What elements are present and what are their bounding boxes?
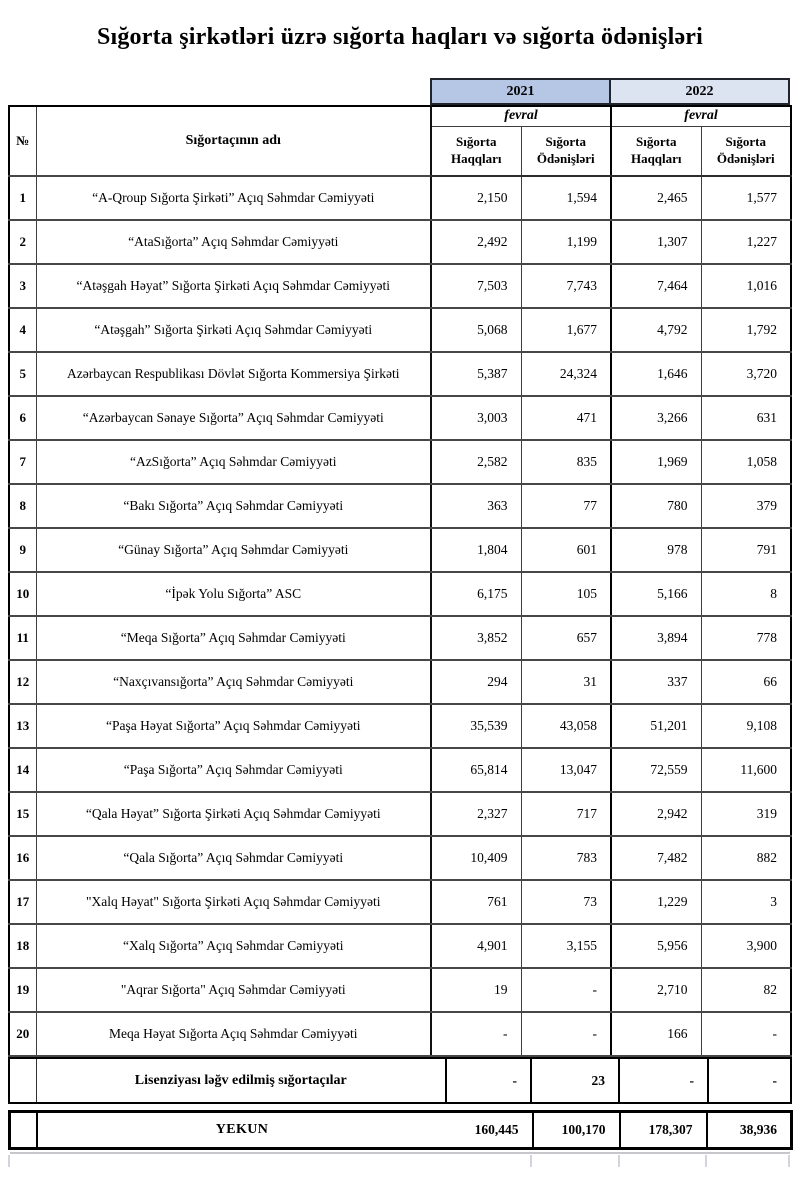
- premiums-2022-value: 2,942: [611, 792, 701, 836]
- payments-2022-value: 1,227: [701, 220, 791, 264]
- insurer-name: “Atəşgah” Sığorta Şirkəti Açıq Səhmdar Cəmiyyəti: [36, 308, 431, 352]
- total-label: YEKUN: [37, 1112, 447, 1149]
- premiums-2021-value: 6,175: [431, 572, 521, 616]
- header-row-month: [9, 106, 791, 126]
- payments-2021-value: 77: [521, 484, 611, 528]
- insurer-name: “Paşa Sığorta” Açıq Səhmdar Cəmiyyəti: [36, 748, 431, 792]
- row-number: 3: [9, 264, 36, 308]
- payments-2022-value: 82: [701, 968, 791, 1012]
- payments-2022-value: 1,792: [701, 308, 791, 352]
- payments-2022-value: 9,108: [701, 704, 791, 748]
- payments-2022-value: 8: [701, 572, 791, 616]
- premiums-2021-value: 65,814: [431, 748, 521, 792]
- month-header-2022: fevral: [611, 106, 791, 126]
- total-row: [8, 1110, 793, 1150]
- table-row: [9, 352, 791, 396]
- payments-2021-value: 43,058: [521, 704, 611, 748]
- payments-2021-value: 471: [521, 396, 611, 440]
- premiums-2021-value: 1,804: [431, 528, 521, 572]
- row-number: 2: [9, 220, 36, 264]
- table-row: [9, 396, 791, 440]
- column-header-premiums-2022: Sığorta Haqqları: [611, 126, 701, 176]
- payments-2021-value: 1,199: [521, 220, 611, 264]
- table-row: [9, 660, 791, 704]
- payments-2021-value: -: [521, 1012, 611, 1056]
- row-number: 14: [9, 748, 36, 792]
- premiums-2021-value: -: [446, 1058, 531, 1103]
- insurer-name: “Xalq Sığorta” Açıq Səhmdar Cəmiyyəti: [36, 924, 431, 968]
- column-header-insurer-name: Sığortaçının adı: [36, 106, 431, 176]
- premiums-2022-value: 780: [611, 484, 701, 528]
- premiums-2021-value: -: [431, 1012, 521, 1056]
- row-number: 17: [9, 880, 36, 924]
- payments-2022-value: 11,600: [701, 748, 791, 792]
- year-band: [430, 78, 790, 105]
- insurer-name: “Azərbaycan Sənaye Sığorta” Açıq Səhmdar Cəmiyyəti: [36, 396, 431, 440]
- premiums-2021-value: 3,003: [431, 396, 521, 440]
- year-2021-header: 2021: [432, 80, 611, 103]
- artifact-line: [530, 1155, 532, 1167]
- premiums-2022-value: -: [619, 1058, 708, 1103]
- total-premiums-2022: 178,307: [620, 1112, 707, 1149]
- premiums-2022-value: 4,792: [611, 308, 701, 352]
- premiums-2022-value: 1,646: [611, 352, 701, 396]
- row-number: 5: [9, 352, 36, 396]
- insurer-name: “Günay Sığorta” Açıq Səhmdar Cəmiyyəti: [36, 528, 431, 572]
- premiums-2021-value: 2,327: [431, 792, 521, 836]
- insurer-name: “A-Qroup Sığorta Şirkəti” Açıq Səhmdar Cəmiyyəti: [36, 176, 431, 220]
- payments-2021-value: 1,677: [521, 308, 611, 352]
- insurer-name: “Meqa Sığorta” Açıq Səhmdar Cəmiyyəti: [36, 616, 431, 660]
- premiums-2022-value: 72,559: [611, 748, 701, 792]
- month-header-2021: fevral: [431, 106, 611, 126]
- payments-2021-value: 717: [521, 792, 611, 836]
- column-header-number: №: [9, 106, 36, 176]
- payments-2021-value: 105: [521, 572, 611, 616]
- payments-2022-value: -: [708, 1058, 791, 1103]
- artifact-line: [618, 1155, 620, 1167]
- payments-2022-value: 778: [701, 616, 791, 660]
- payments-2022-value: 66: [701, 660, 791, 704]
- row-number: 13: [9, 704, 36, 748]
- premiums-2022-value: 3,266: [611, 396, 701, 440]
- premiums-2022-value: 51,201: [611, 704, 701, 748]
- payments-2021-value: 13,047: [521, 748, 611, 792]
- payments-2021-value: 1,594: [521, 176, 611, 220]
- year-2022-header: 2022: [611, 80, 788, 103]
- premiums-2022-value: 978: [611, 528, 701, 572]
- cancelled-licenses-label: Lisenziyası ləğv edilmiş sığortaçılar: [36, 1058, 446, 1103]
- row-number: 8: [9, 484, 36, 528]
- premiums-2022-value: 2,710: [611, 968, 701, 1012]
- row-number: 7: [9, 440, 36, 484]
- payments-2022-value: -: [701, 1012, 791, 1056]
- premiums-2022-value: 337: [611, 660, 701, 704]
- payments-2021-value: 73: [521, 880, 611, 924]
- premiums-2022-value: 2,465: [611, 176, 701, 220]
- premiums-2021-value: 3,852: [431, 616, 521, 660]
- insurer-name: “Atəşgah Həyat” Sığorta Şirkəti Açıq Səhmdar Cəmiyyəti: [36, 264, 431, 308]
- premiums-2021-value: 761: [431, 880, 521, 924]
- insurer-name: “Naxçıvansığorta” Açıq Səhmdar Cəmiyyəti: [36, 660, 431, 704]
- premiums-2021-value: 5,068: [431, 308, 521, 352]
- table-row: [9, 528, 791, 572]
- payments-2022-value: 379: [701, 484, 791, 528]
- row-number: 10: [9, 572, 36, 616]
- payments-2021-value: -: [521, 968, 611, 1012]
- insurer-name: "Aqrar Sığorta" Açıq Səhmdar Cəmiyyəti: [36, 968, 431, 1012]
- payments-2021-value: 657: [521, 616, 611, 660]
- column-header-payments-2022: Sığorta Ödənişləri: [701, 126, 791, 176]
- payments-2022-value: 3,720: [701, 352, 791, 396]
- page-title: Sığorta şirkətləri üzrə sığorta haqları və sığorta ödənişləri: [96, 24, 704, 50]
- artifact-line: [8, 1155, 10, 1167]
- company-rows: [9, 176, 791, 1056]
- table-row: [10, 1112, 792, 1149]
- table-row: [9, 924, 791, 968]
- row-number: 19: [9, 968, 36, 1012]
- cancelled-licenses-row: [8, 1057, 792, 1104]
- payments-2021-value: 783: [521, 836, 611, 880]
- payments-2021-value: 601: [521, 528, 611, 572]
- row-number: 6: [9, 396, 36, 440]
- table-row: [9, 1058, 791, 1103]
- premiums-2021-value: 363: [431, 484, 521, 528]
- table-row: [9, 836, 791, 880]
- insurer-name: “AzSığorta” Açıq Səhmdar Cəmiyyəti: [36, 440, 431, 484]
- premiums-2022-value: 5,166: [611, 572, 701, 616]
- column-header-premiums-2021: Sığorta Haqqları: [431, 126, 521, 176]
- payments-2022-value: 3,900: [701, 924, 791, 968]
- row-number: 15: [9, 792, 36, 836]
- row-number: 9: [9, 528, 36, 572]
- payments-2022-value: 319: [701, 792, 791, 836]
- premiums-2022-value: 1,307: [611, 220, 701, 264]
- table-row: [9, 264, 791, 308]
- payments-2022-value: 3: [701, 880, 791, 924]
- insurance-table: [8, 105, 792, 1057]
- insurer-name: “Paşa Həyat Sığorta” Açıq Səhmdar Cəmiyyəti: [36, 704, 431, 748]
- premiums-2021-value: 5,387: [431, 352, 521, 396]
- premiums-2021-value: 19: [431, 968, 521, 1012]
- total-premiums-2021: 160,445: [447, 1112, 533, 1149]
- insurer-name: “Qala Həyat” Sığorta Şirkəti Açıq Səhmdar Cəmiyyəti: [36, 792, 431, 836]
- row-number: 1: [9, 176, 36, 220]
- total-payments-2022: 38,936: [707, 1112, 792, 1149]
- premiums-2021-value: 35,539: [431, 704, 521, 748]
- payments-2022-value: 1,058: [701, 440, 791, 484]
- premiums-2021-value: 7,503: [431, 264, 521, 308]
- payments-2022-value: 631: [701, 396, 791, 440]
- row-number: 16: [9, 836, 36, 880]
- insurer-name: “Bakı Sığorta” Açıq Səhmdar Cəmiyyəti: [36, 484, 431, 528]
- table-row: [9, 572, 791, 616]
- table-row: [9, 220, 791, 264]
- payments-2021-value: 31: [521, 660, 611, 704]
- table-row: [9, 1012, 791, 1056]
- row-number: 20: [9, 1012, 36, 1056]
- premiums-2021-value: 4,901: [431, 924, 521, 968]
- table-row: [9, 440, 791, 484]
- premiums-2022-value: 1,969: [611, 440, 701, 484]
- artifact-line: [788, 1155, 790, 1167]
- insurer-name: “İpək Yolu Sığorta” ASC: [36, 572, 431, 616]
- row-number-empty: [9, 1058, 36, 1103]
- payments-2021-value: 3,155: [521, 924, 611, 968]
- row-number: 11: [9, 616, 36, 660]
- premiums-2022-value: 166: [611, 1012, 701, 1056]
- row-number: 12: [9, 660, 36, 704]
- scan-artifact-lines: [0, 1154, 800, 1168]
- premiums-2022-value: 1,229: [611, 880, 701, 924]
- row-number: 4: [9, 308, 36, 352]
- payments-2022-value: 882: [701, 836, 791, 880]
- premiums-2022-value: 3,894: [611, 616, 701, 660]
- premiums-2021-value: 2,582: [431, 440, 521, 484]
- payments-2022-value: 791: [701, 528, 791, 572]
- payments-2021-value: 23: [531, 1058, 619, 1103]
- premiums-2021-value: 294: [431, 660, 521, 704]
- table-row: [9, 484, 791, 528]
- payments-2021-value: 7,743: [521, 264, 611, 308]
- row-number-empty: [10, 1112, 37, 1149]
- premiums-2022-value: 7,464: [611, 264, 701, 308]
- payments-2022-value: 1,577: [701, 176, 791, 220]
- insurer-name: Meqa Həyat Sığorta Açıq Səhmdar Cəmiyyəti: [36, 1012, 431, 1056]
- premiums-2022-value: 5,956: [611, 924, 701, 968]
- table-row: [9, 176, 791, 220]
- table-row: [9, 968, 791, 1012]
- payments-2022-value: 1,016: [701, 264, 791, 308]
- table-row: [9, 704, 791, 748]
- table-row: [9, 616, 791, 660]
- artifact-line: [705, 1155, 707, 1167]
- total-payments-2021: 100,170: [533, 1112, 620, 1149]
- insurer-name: Azərbaycan Respublikası Dövlət Sığorta Kommersiya Şirkəti: [36, 352, 431, 396]
- table-row: [9, 748, 791, 792]
- payments-2021-value: 835: [521, 440, 611, 484]
- column-header-payments-2021: Sığorta Ödənişləri: [521, 126, 611, 176]
- premiums-2021-value: 2,492: [431, 220, 521, 264]
- table-row: [9, 792, 791, 836]
- premiums-2022-value: 7,482: [611, 836, 701, 880]
- insurer-name: "Xalq Həyat" Sığorta Şirkəti Açıq Səhmdar Cəmiyyəti: [36, 880, 431, 924]
- insurer-name: “Qala Sığorta” Açıq Səhmdar Cəmiyyəti: [36, 836, 431, 880]
- premiums-2021-value: 2,150: [431, 176, 521, 220]
- table-row: [9, 880, 791, 924]
- table-row: [9, 308, 791, 352]
- row-number: 18: [9, 924, 36, 968]
- insurer-name: “AtaSığorta” Açıq Səhmdar Cəmiyyəti: [36, 220, 431, 264]
- payments-2021-value: 24,324: [521, 352, 611, 396]
- premiums-2021-value: 10,409: [431, 836, 521, 880]
